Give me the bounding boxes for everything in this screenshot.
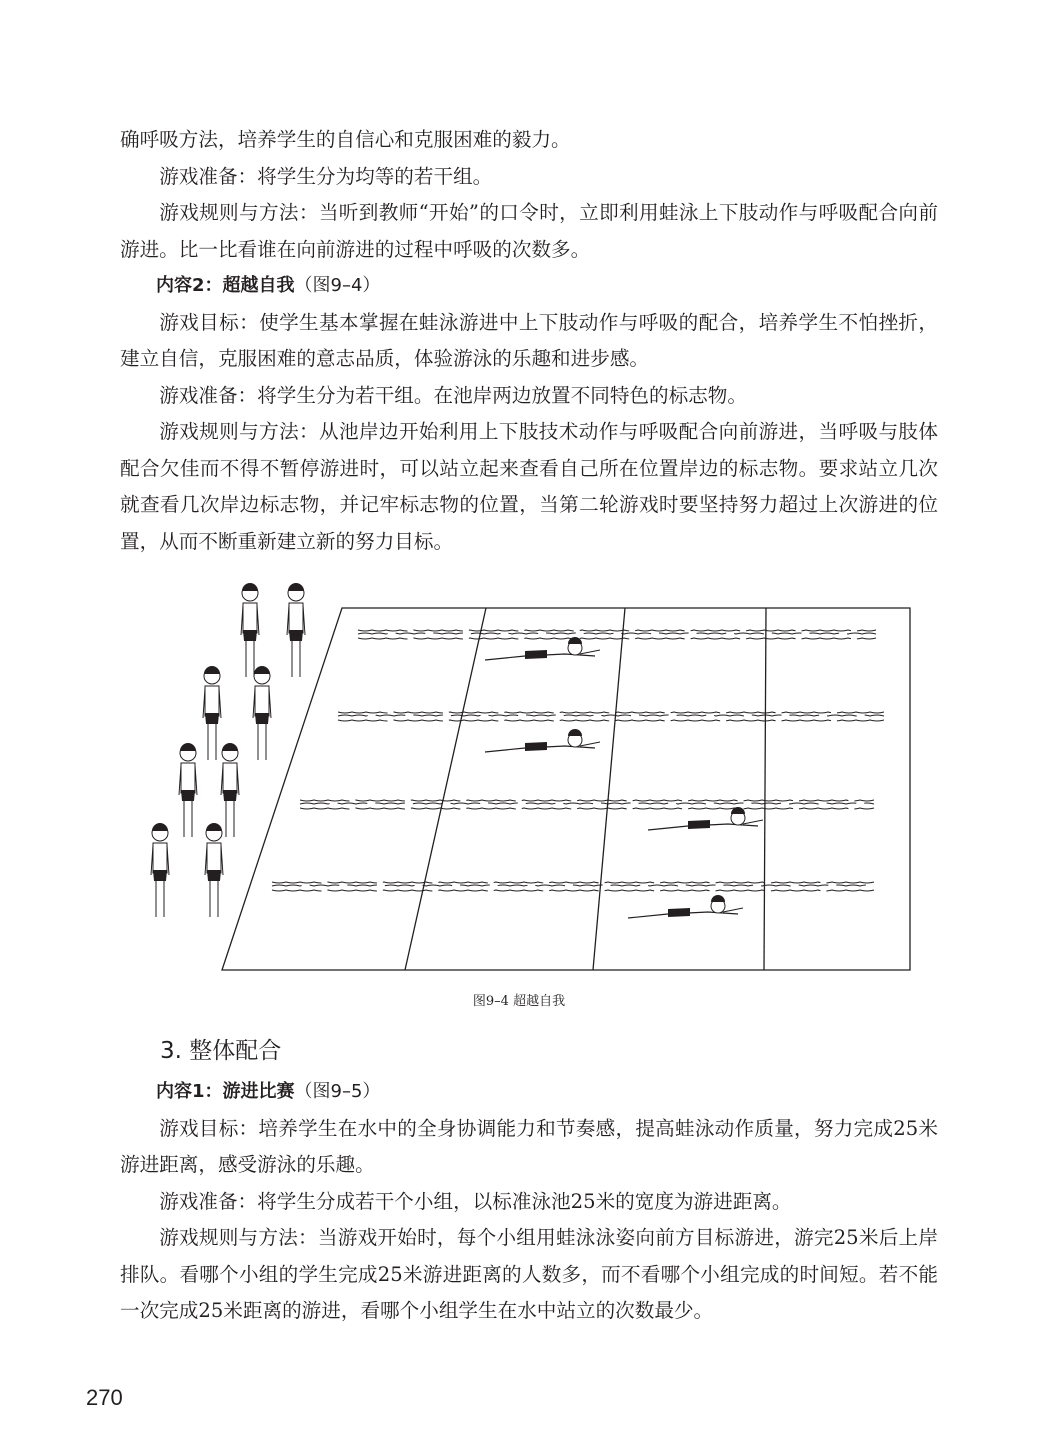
content-heading: [120, 1074, 938, 1111]
content-heading-title: 内容2：超越自我: [156, 275, 295, 296]
wave-line: [338, 720, 884, 721]
paragraph: 游戏规则与方法：从池岸边开始利用上下肢技术动作与呼吸配合向前游进，当呼吸与肢体配合欠佳而不得不暂停游进时，可以站立起来查看自己所在位置岸边的标志物。要求站立几次就查看几次岸边标志物，并记牢标志物的位置，当第二轮游戏时要坚持努力超过上次游进的位置，从而不断重新建立新的努力目标。: [120, 420, 938, 553]
paragraph: 确呼吸方法，培养学生的自信心和克服困难的毅力。: [120, 128, 571, 151]
standing-student: [287, 583, 305, 677]
section-heading: 3. 整体配合: [160, 1038, 282, 1064]
content-heading: [120, 268, 938, 305]
figure-reference: （图9–4）: [294, 275, 381, 296]
wave-line: [358, 633, 876, 634]
wave-line: [358, 638, 876, 639]
standing-student: [221, 743, 239, 837]
paragraph: 游戏规则与方法：当游戏开始时，每个小组用蛙泳泳姿向前方目标游进，游完25米后上岸排队。看哪个小组的学生完成25米游进距离的人数多，而不看哪个小组完成的时间短。若不能一次完成25米距离的游进，看哪个小组学生在水中站立的次数最少。: [120, 1226, 938, 1322]
figure-reference: （图9–5）: [294, 1081, 381, 1102]
swimmer-figure: [485, 637, 600, 660]
lane-divider: [593, 608, 625, 970]
wave-line: [300, 800, 874, 801]
water-waves: [272, 630, 884, 891]
wave-line: [272, 882, 874, 883]
figure-pool-illustration: [130, 565, 930, 989]
swimmer-figure: [628, 895, 743, 918]
wave-line: [272, 890, 874, 891]
content-heading-title: 内容1：游进比赛: [156, 1081, 295, 1102]
paragraph: 游戏准备：将学生分为均等的若干组。: [159, 164, 493, 188]
swimmer-figure: [485, 729, 600, 752]
standing-student: [253, 666, 271, 760]
lane-divider: [405, 608, 486, 970]
paragraph: 游戏目标：培养学生在水中的全身协调能力和节奏感，提高蛙泳动作质量，努力完成25米游进距离，感受游泳的乐趣。: [120, 1116, 938, 1176]
swimmers: [485, 637, 763, 918]
standing-students: [151, 583, 305, 917]
paragraph: 游戏规则与方法：当听到教师“开始”的口令时，立即利用蛙泳上下肢动作与呼吸配合向前游进。比一比看谁在向前游进的过程中呼吸的次数多。: [120, 201, 938, 261]
standing-student: [205, 823, 223, 917]
swimmer-figure: [648, 807, 763, 830]
pool-outline: [222, 608, 910, 970]
page-number: 270: [86, 1385, 123, 1410]
standing-student: [151, 823, 169, 917]
pool-drawing: [130, 565, 930, 985]
standing-student: [241, 583, 259, 677]
text-block-lower: [120, 1074, 938, 1330]
wave-line: [358, 630, 876, 631]
wave-line: [300, 803, 874, 804]
paragraph: 游戏准备：将学生分为若干组。在池岸两边放置不同特色的标志物。: [159, 383, 747, 407]
wave-line: [272, 885, 874, 886]
lane-divider: [764, 608, 766, 970]
text-block-upper: [120, 122, 938, 560]
wave-line: [338, 715, 884, 716]
figure-caption: 图9–4 超越自我: [472, 994, 566, 1009]
standing-student: [179, 743, 197, 837]
wave-line: [300, 808, 874, 809]
paragraph: 游戏准备：将学生分成若干个小组，以标准泳池25米的宽度为游进距离。: [159, 1189, 792, 1213]
standing-student: [203, 666, 221, 760]
paragraph: 游戏目标：使学生基本掌握在蛙泳游进中上下肢动作与呼吸的配合，培养学生不怕挫折，建立自信，克服困难的意志品质，体验游泳的乐趣和进步感。: [120, 310, 938, 370]
wave-line: [338, 712, 884, 713]
